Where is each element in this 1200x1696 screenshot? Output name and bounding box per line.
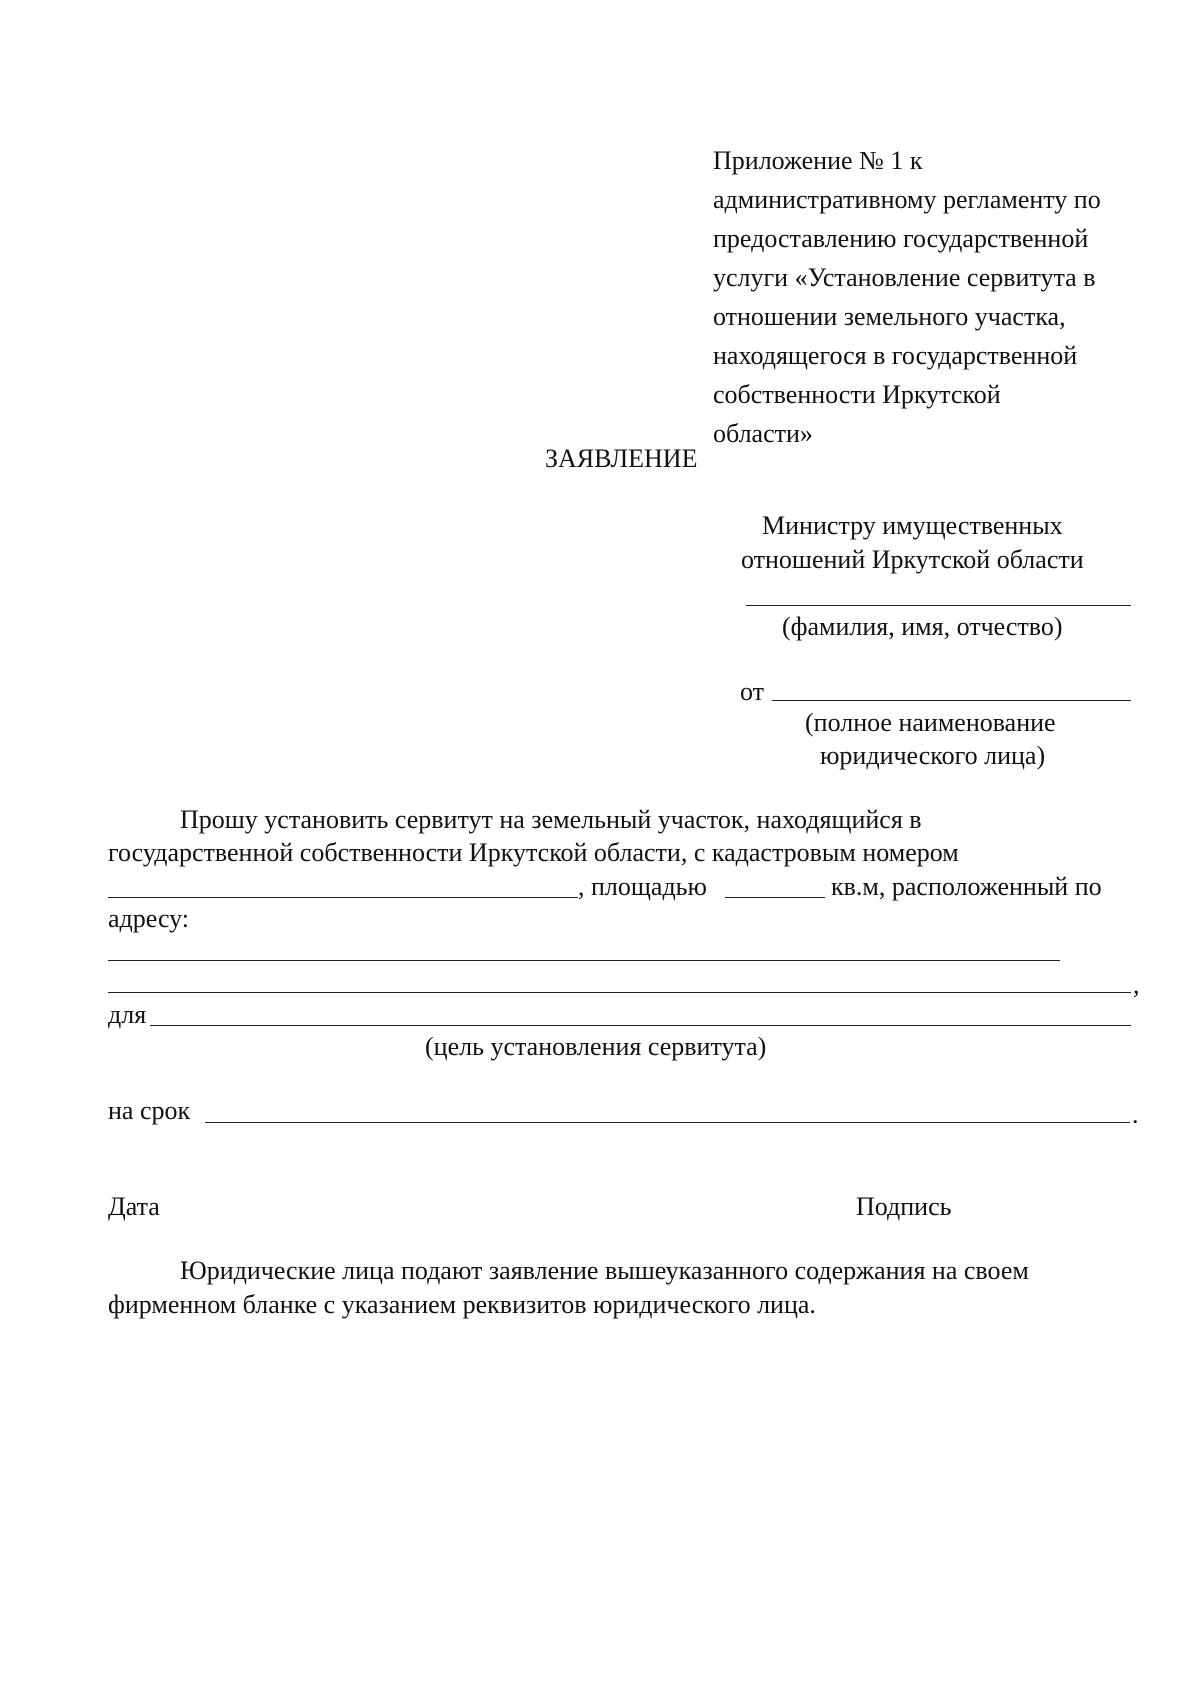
minister-name-field[interactable] [746, 605, 1131, 606]
purpose-field[interactable] [150, 1025, 1131, 1026]
from-label: от [740, 677, 765, 706]
document-title: ЗАЯВЛЕНИЕ [545, 444, 698, 473]
note-line-2: фирменном бланке с указанием реквизитов юридического лица. [108, 1290, 816, 1319]
addressee-line-2: отношений Иркутской области [741, 545, 1084, 574]
appendix-line: услуги «Установление сервитута в [713, 263, 1096, 292]
appendix-line: находящегося в государственной [713, 341, 1078, 370]
area-prefix: , площадью [578, 872, 707, 901]
purpose-label: для [108, 1000, 147, 1029]
term-field[interactable] [205, 1122, 1130, 1123]
body-line-2: государственной собственности Иркутской области, с кадастровым номером [108, 838, 959, 867]
cadastral-number-field[interactable] [108, 897, 578, 898]
address-comma: , [1133, 970, 1140, 999]
address-field-2[interactable] [108, 992, 1131, 993]
address-label: адресу: [108, 904, 190, 933]
address-field-1[interactable] [108, 960, 1060, 961]
appendix-line: области» [713, 419, 813, 448]
appendix-line: отношении земельного участка, [713, 302, 1066, 331]
appendix-line: административному регламенту по [713, 185, 1101, 214]
appendix-header [713, 141, 1101, 453]
body-line-1: Прошу установить сервитут на земельный участок, находящийся в [180, 805, 922, 834]
from-caption-1: (полное наименование [805, 708, 1056, 737]
appendix-line: предоставлению государственной [713, 224, 1089, 253]
appendix-line: Приложение № 1 к [713, 146, 923, 175]
term-label: на срок [108, 1096, 191, 1125]
date-label: Дата [108, 1192, 160, 1221]
name-caption: (фамилия, имя, отчество) [782, 612, 1063, 641]
area-field[interactable] [725, 897, 825, 898]
from-caption-2: юридического лица) [820, 741, 1046, 770]
signature-label: Подпись [856, 1192, 952, 1221]
purpose-caption: (цель установления сервитута) [425, 1032, 767, 1061]
area-suffix: кв.м, расположенный по [831, 872, 1102, 901]
addressee-line-1: Министру имущественных [762, 511, 1063, 540]
note-line-1: Юридические лица подают заявление вышеуказанного содержания на своем [180, 1256, 1029, 1285]
term-period: . [1132, 1100, 1139, 1129]
appendix-line: собственности Иркутской [713, 380, 1001, 409]
company-name-field[interactable] [772, 700, 1131, 701]
